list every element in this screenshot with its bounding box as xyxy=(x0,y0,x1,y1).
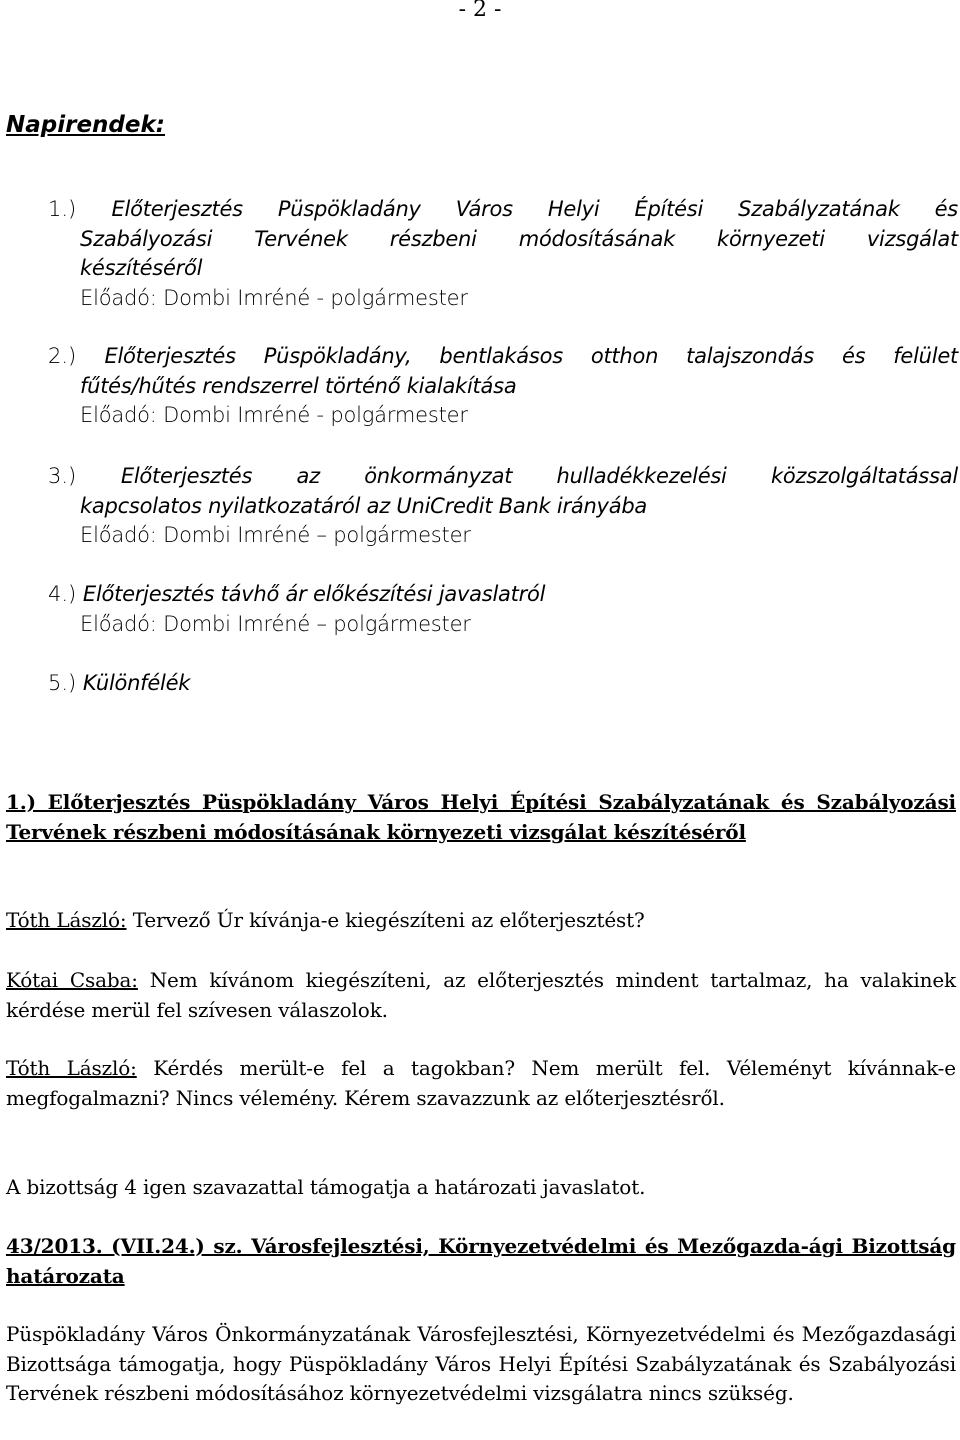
resolution-text: Püspökladány Város Önkormányzatának Városfejlesztési, Környezetvédelmi és Mezőgazdasági Bizottsága támogatja, hogy Püspökladány Város Helyi Építési Szabályzatának és Szabályozási Tervének részbeni módosításához környezetvédelmi vizsgálatra nincs szükség. xyxy=(6,1322,956,1405)
vote-result: A bizottság 4 igen szavazattal támogatja a határozati javaslatot. xyxy=(6,1175,646,1199)
agenda-heading: Napirendek: xyxy=(6,112,165,138)
agenda-item-title-cont: Szabályozási Tervének részbeni módosításának környezeti vizsgálat xyxy=(80,226,958,251)
agenda-item-number: 4.) xyxy=(48,582,77,606)
agenda-item-presenter: Előadó: Dombi Imréné - polgármester xyxy=(80,403,468,427)
agenda-item xyxy=(48,195,958,313)
agenda-item-title: Különfélék xyxy=(82,671,191,695)
speaker-name: Tóth László: xyxy=(6,1056,137,1080)
agenda-item-title: Előterjesztés távhő ár előkészítési javaslatról xyxy=(82,582,546,606)
agenda-item-presenter: Előadó: Dombi Imréné – polgármester xyxy=(80,611,471,636)
agenda-item-title: Előterjesztés Püspökladány, bentlakásos otthon talajszondás és felület xyxy=(104,344,958,368)
speaker-name: Kótai Csaba: xyxy=(6,968,138,992)
agenda-item xyxy=(48,342,958,431)
agenda-item xyxy=(48,462,958,551)
agenda-item-presenter: Előadó: Dombi Imréné – polgármester xyxy=(80,523,471,547)
agenda-item-number: 2.) xyxy=(48,344,77,368)
item-heading xyxy=(6,788,956,847)
agenda-item-presenter: Előadó: Dombi Imréné - polgármester xyxy=(80,285,468,310)
agenda-item-number: 5.) xyxy=(48,671,77,695)
agenda-item xyxy=(48,669,958,699)
item-heading-text: 1.) Előterjesztés Püspökladány Város Helyi Építési Szabályzatának és Szabályozási Tervének részbeni módosításának környezeti vizsgálat készítéséről xyxy=(6,790,956,844)
agenda-item-number: 1.) xyxy=(48,197,77,221)
agenda-item xyxy=(48,580,958,639)
speech-text: Kérdés merült-e fel a tagokban? Nem merült fel. Véleményt kívánnak-e megfogalmazni? Nincs vélemény. Kérem szavazzunk az előterjesztésről. xyxy=(6,1056,956,1110)
speech-paragraph xyxy=(6,966,956,1025)
agenda-item-title: Előterjesztés Püspökladány Város Helyi Építési Szabályzatának és xyxy=(111,197,958,221)
agenda-item-title-cont: készítéséről xyxy=(80,256,203,280)
agenda-item-title-cont: fűtés/hűtés rendszerrel történő kialakítása xyxy=(80,373,517,398)
resolution-heading xyxy=(6,1232,956,1291)
speech-paragraph xyxy=(6,906,956,936)
speech-text: Tervező Úr kívánja-e kiegészíteni az előterjesztést? xyxy=(126,908,645,932)
page-number: - 2 - xyxy=(458,0,502,22)
speech-paragraph xyxy=(6,1054,956,1113)
agenda-item-title-cont: kapcsolatos nyilatkozatáról az UniCredit Bank irányába xyxy=(80,493,648,518)
agenda-item-number: 3.) xyxy=(48,464,77,488)
agenda-item-title: Előterjesztés az önkormányzat hulladékkezelési közszolgáltatással xyxy=(120,464,958,488)
speaker-name: Tóth László: xyxy=(6,908,127,932)
speech-text: Nem kívánom kiegészíteni, az előterjesztés mindent tartalmaz, ha valakinek kérdése merül fel szívesen válaszolok. xyxy=(6,968,956,1022)
resolution-heading-text: 43/2013. (VII.24.) sz. Városfejlesztési, Környezetvédelmi és Mezőgazda-ági Bizottság határozata xyxy=(6,1234,956,1288)
